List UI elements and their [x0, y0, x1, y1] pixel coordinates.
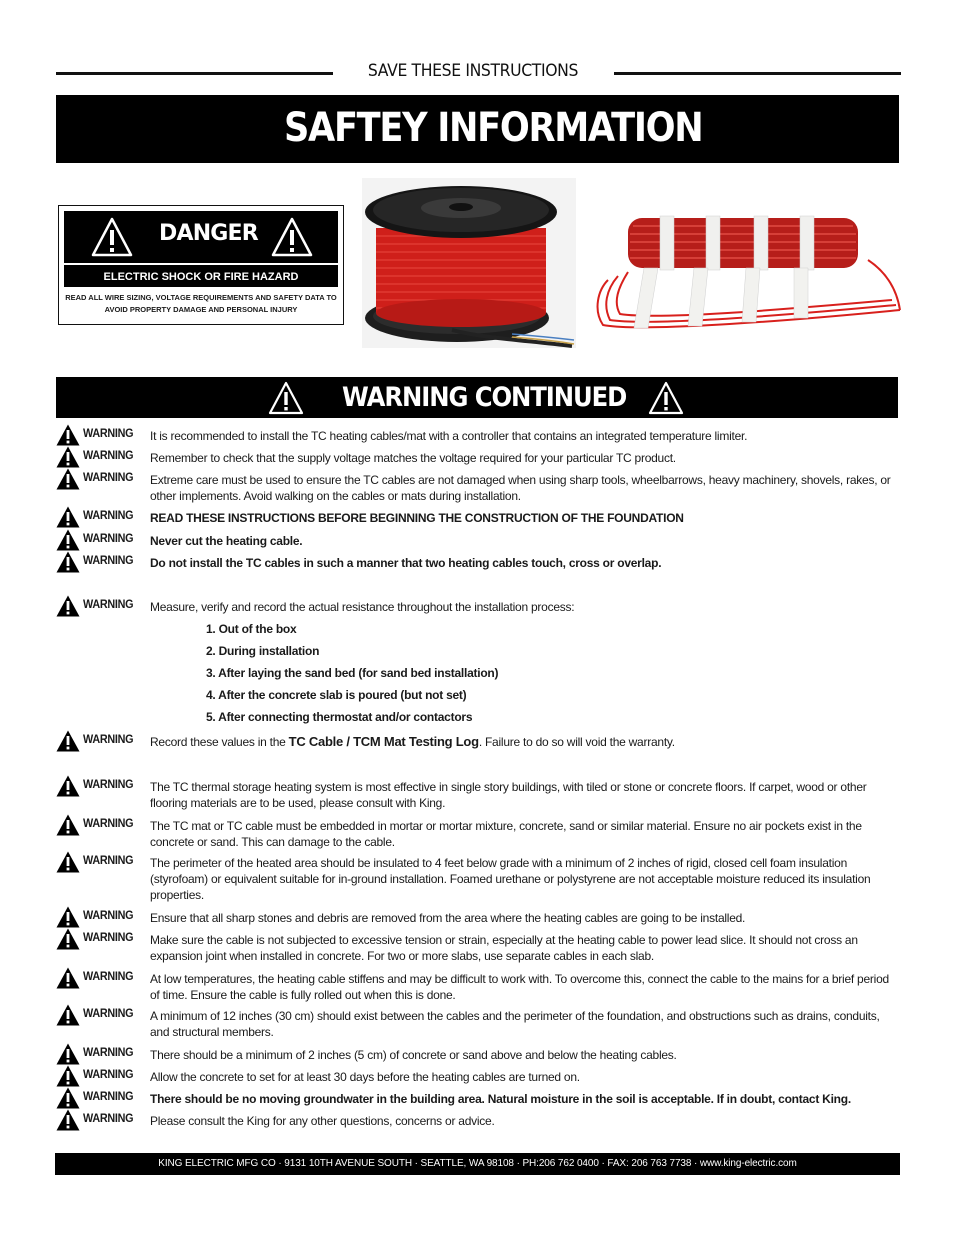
header-rule-right — [614, 72, 901, 75]
warning-text: Make sure the cable is not subjected to excessive tension or strain, especially at the heating cable to power lead slice. It should not cross an expansion joint when installed in concrete. For two or more slabs, use separate cables in each slab. — [150, 933, 858, 963]
danger-label — [58, 205, 344, 325]
warning-label-text: WARNING — [83, 597, 134, 611]
warning-text: Ensure that all sharp stones and debris are removed from the area where the heating cables are going to be installed. — [150, 911, 746, 925]
warning-exclamation-icon — [56, 595, 80, 622]
warning-exclamation-icon — [56, 851, 80, 878]
danger-note-line: AVOID PROPERTY DAMAGE AND PERSONAL INJURY — [104, 305, 298, 314]
heating-cable-spool-photo — [362, 178, 576, 348]
warning-label-text: WARNING — [83, 1089, 134, 1103]
warning-label-text: WARNING — [83, 426, 134, 440]
warning-text: Do not install the TC cables in such a manner that two heating cables touch, cross or overlap. — [150, 556, 662, 570]
warning-exclamation-icon — [56, 814, 80, 841]
warning-label-text: WARNING — [83, 448, 134, 462]
warning-label — [56, 730, 148, 752]
warning-label-text: WARNING — [83, 930, 134, 944]
warning-text: Measure, verify and record the actual resistance throughout the installation process: — [150, 600, 575, 614]
title-banner — [56, 95, 899, 163]
list-item: 1. Out of the box — [206, 622, 297, 636]
warning-text: Please consult the King for any other questions, concerns or advice. — [150, 1114, 495, 1128]
warning-exclamation-icon — [56, 551, 80, 578]
warning-triangle-icon — [268, 381, 304, 415]
warning-label — [56, 1065, 148, 1087]
warning-label — [56, 1043, 148, 1065]
page-title: SAFTEY INFORMATION — [284, 105, 703, 151]
warning-triangle-icon — [271, 217, 313, 257]
warning-triangle-icon — [648, 381, 684, 415]
warning-triangle-icon — [91, 217, 133, 257]
header-rule-left — [56, 72, 333, 75]
warning-label — [56, 1087, 148, 1109]
warning-label — [56, 506, 148, 528]
list-item: 5. After connecting thermostat and/or contactors — [206, 710, 473, 724]
warning-label — [56, 595, 148, 617]
warning-exclamation-icon — [56, 468, 80, 495]
warning-text: Never cut the heating cable. — [150, 534, 303, 548]
warning-exclamation-icon — [56, 1004, 80, 1031]
warning-label — [56, 775, 148, 797]
warning-text: Remember to check that the supply voltage matches the voltage required for your particular TC product. — [150, 451, 676, 465]
warning-text: At low temperatures, the heating cable stiffens and may be difficult to work with. To overcome this, connect the cable to the mains for a brief period of time. Ensure the cable is fully rolled out when this is done. — [150, 972, 889, 1002]
heating-mat-photo — [578, 210, 908, 348]
list-item: 3. After laying the sand bed (for sand bed installation) — [206, 666, 499, 680]
warning-label — [56, 1004, 148, 1026]
warning-label-text: WARNING — [83, 853, 134, 867]
warning-text-part: Record these values in the — [150, 735, 289, 749]
warning-label — [56, 1109, 148, 1131]
warning-exclamation-icon — [56, 775, 80, 802]
warning-label — [56, 814, 148, 836]
warning-label — [56, 468, 148, 490]
danger-word: DANGER — [159, 221, 258, 246]
warning-label — [56, 851, 148, 873]
warning-text: Extreme care must be used to ensure the TC cables are not damaged when using sharp tools, wheelbarrows, heavy machinery, shovels, rakes, or other implements. Avoid walking on the cables or mats during installation. — [150, 473, 891, 503]
warning-label — [56, 906, 148, 928]
warning-continued-banner — [56, 377, 898, 418]
save-instructions-heading: SAVE THESE INSTRUCTIONS — [367, 61, 579, 81]
warning-label-text: WARNING — [83, 508, 134, 522]
warning-label — [56, 424, 148, 446]
warning-label-text: WARNING — [83, 1045, 134, 1059]
warning-label-text: WARNING — [83, 816, 134, 830]
warning-label — [56, 551, 148, 573]
warning-exclamation-icon — [56, 928, 80, 955]
warning-text-part: . Failure to do so will void the warranty. — [478, 735, 675, 749]
danger-header — [64, 211, 338, 265]
warning-label-text: WARNING — [83, 470, 134, 484]
warning-text: The TC mat or TC cable must be embedded in mortar or mortar mixture, concrete, sand or similar material. Ensure no air pockets exist in the concrete or sand. This can damage to the cable. — [150, 819, 862, 849]
testing-log-reference: TC Cable / TCM Mat Testing Log — [288, 734, 479, 749]
warning-text: The perimeter of the heated area should be insulated to 4 feet below grade with a minimum of 2 inches of rigid, closed cell foam insulation (styrofoam) or equivalent suitable for in-ground installation. Foamed urethane or polystyrene are not acceptable moisture reduced its insulation properties. — [150, 856, 871, 902]
warning-label — [56, 928, 148, 950]
warning-exclamation-icon — [56, 967, 80, 994]
footer-contact: KING ELECTRIC MFG CO · 9131 10TH AVENUE SOUTH · SEATTLE, WA 98108 · PH:206 762 0400 · FAX: 206 763 7738 · www.king-electric.com — [55, 1153, 900, 1175]
warning-continued-title: WARNING CONTINUED — [342, 382, 627, 413]
warning-text — [150, 734, 898, 750]
warning-text: A minimum of 12 inches (30 cm) should exist between the cables and the perimeter of the foundation, and obstructions such as drains, conduits, and structural members. — [150, 1009, 880, 1039]
danger-note — [64, 292, 338, 316]
warning-label — [56, 967, 148, 989]
warning-label-text: WARNING — [83, 969, 134, 983]
warning-label-text: WARNING — [83, 531, 134, 545]
warning-label-text: WARNING — [83, 1067, 134, 1081]
warning-label-text: WARNING — [83, 1111, 134, 1125]
warning-label-text: WARNING — [83, 908, 134, 922]
warning-label-text: WARNING — [83, 1006, 134, 1020]
warning-exclamation-icon — [56, 1109, 80, 1136]
warning-text: There should be no moving groundwater in the building area. Natural moisture in the soil is acceptable. If in doubt, contact King. — [150, 1092, 851, 1106]
warning-text: It is recommended to install the TC heating cables/mat with a controller that contains an integrated temperature limiter. — [150, 429, 748, 443]
list-item: 2. During installation — [206, 644, 320, 658]
warning-label — [56, 529, 148, 551]
danger-note-line: READ ALL WIRE SIZING, VOLTAGE REQUIREMENTS AND SAFETY DATA TO — [65, 293, 337, 302]
warning-label-text: WARNING — [83, 777, 134, 791]
list-item: 4. After the concrete slab is poured (but not set) — [206, 688, 467, 702]
warning-label-text: WARNING — [83, 732, 134, 746]
warning-exclamation-icon — [56, 730, 80, 757]
warning-text: READ THESE INSTRUCTIONS BEFORE BEGINNING THE CONSTRUCTION OF THE FOUNDATION — [150, 511, 684, 525]
warning-text: Allow the concrete to set for at least 30 days before the heating cables are turned on. — [150, 1070, 580, 1084]
warning-label — [56, 446, 148, 468]
danger-hazard: ELECTRIC SHOCK OR FIRE HAZARD — [64, 263, 338, 287]
warning-text: There should be a minimum of 2 inches (5 cm) of concrete or sand above and below the heating cables. — [150, 1048, 677, 1062]
warning-text: The TC thermal storage heating system is most effective in single story buildings, with tiled or stone or concrete floors. If carpet, wood or other flooring materials are to be used, please consult with King. — [150, 780, 867, 810]
warning-label-text: WARNING — [83, 553, 134, 567]
